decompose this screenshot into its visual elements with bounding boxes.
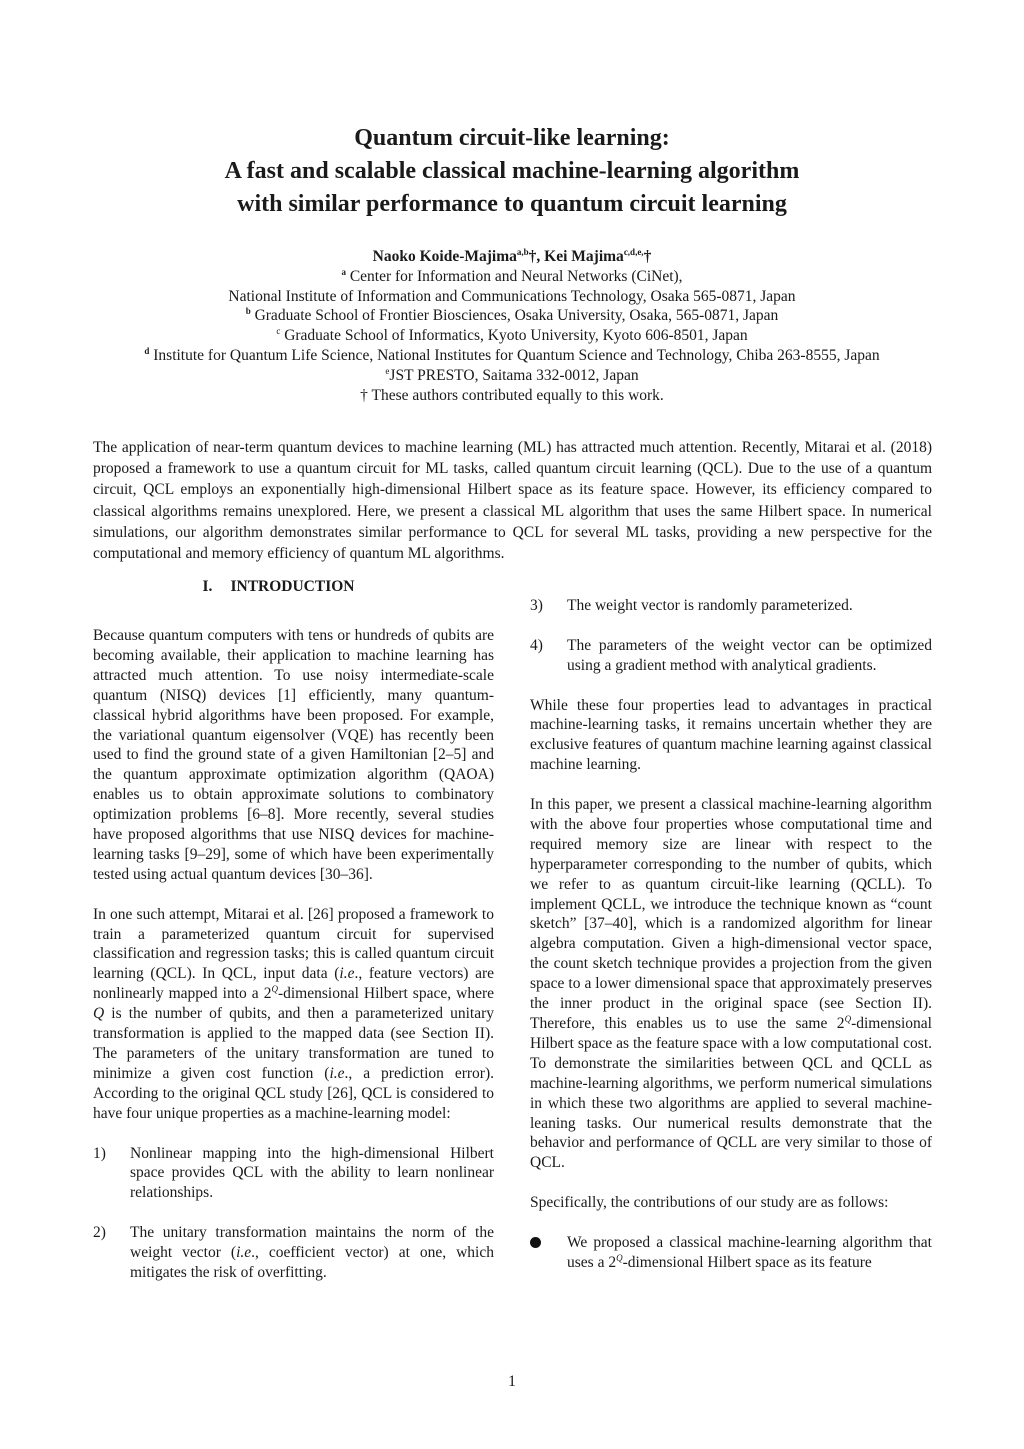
intro-paragraph-5: Specifically, the contributions of our study are as follows: bbox=[530, 1194, 889, 1212]
intro-paragraph-2: In one such attempt, Mitarai et al. [26] proposed a framework to train a parameterized quantum circuit for supervised classification and regression tasks; this is called quantum circuit learning (QCL). In QCL, input data (i.e., feature vectors) are nonlinearly mapped into a $2^Q$-dimensional Hilbert space, where Q is the number of qubits, and then a parameterized unitary transformation is applied to the mapped data (see Section II). The parameters of the unitary transformation are tuned to minimize a given cost function (i.e., a prediction error). According to the original QCL study [26], QCL is considered to have four unique properties as a machine-learning model: bbox=[93, 905, 494, 1122]
affiliation-b: $^b$ Graduate School of Frontier Biosciences, Osaka University, Osaka, 565-0871, Japan bbox=[245, 306, 779, 325]
section-heading-introduction: I. INTRODUCTION bbox=[202, 578, 355, 595]
page-number: 1 bbox=[508, 1373, 516, 1390]
affiliation-c: $^c$ Graduate School of Informatics, Kyoto University, Kyoto 606-8501, Japan bbox=[276, 326, 748, 345]
left-column bbox=[93, 576, 494, 1303]
affiliation-a-line-2: National Institute of Information and Communications Technology, Osaka 565-0871, Japan bbox=[228, 287, 796, 305]
abstract: The application of near-term quantum devices to machine learning (ML) has attracted much attention. Recently, Mitarai et al. (2018) proposed a framework to use a quantum circuit for ML tasks, called quantum circuit learning (QCL). Due to the use of a quantum circuit, QCL employs an exponentially high-dimensional Hilbert space as its feature space. However, its efficiency compared to classical algorithms remains unexplored. Here, we present a classical ML algorithm that uses the same Hilbert space. In numerical simulations, our algorithm demonstrates similar performance to QCL for several ML tasks, providing a new perspective for the computational and memory efficiency of quantum ML algorithms. bbox=[93, 439, 932, 563]
title-line-3: with similar performance to quantum circuit learning bbox=[237, 191, 787, 217]
title-line-1: Quantum circuit-like learning: bbox=[354, 125, 670, 151]
affiliation-e: $^e$JST PRESTO, Saitama 332-0012, Japan bbox=[385, 365, 639, 384]
author-names bbox=[0, 247, 1024, 267]
author-1-mark: †, bbox=[528, 248, 541, 265]
bullet-icon bbox=[530, 1237, 541, 1248]
affiliation-d: $^d$ Institute for Quantum Life Science, National Institutes for Quantum Science and Technology, Chiba 263-8555, Japan bbox=[144, 345, 880, 364]
author-1-affiliations: a,b bbox=[516, 247, 529, 257]
property-item-2: 2) The unitary transformation maintains the norm of the weight vector (i.e., coefficient vector) at one, which mitigates the risk of overfitting. bbox=[93, 1224, 494, 1281]
property-item-4: 4) The parameters of the weight vector can be optimized using a gradient method with analytical gradients. bbox=[530, 636, 932, 674]
intro-paragraph-1: Because quantum computers with tens or hundreds of qubits are becoming available, their application to machine learning has attracted much attention. To use noisy intermediate-scale quantum (NISQ) devices [1] efficiently, many quantum-classical hybrid algorithms have been proposed. For example, the variational quantum eigensolver (VQE) has recently been used to find the ground state of a given Hamiltonian [2–5] and the quantum approximate optimization algorithm (QAOA) enables us to obtain approximate solutions to combinatory optimization problems [6–8]. More recently, several studies have proposed algorithms that use NISQ devices for machine-learning tasks [9–29], some of which have been experimentally tested using actual quantum devices [30–36]. bbox=[93, 627, 494, 883]
author-block bbox=[0, 247, 1024, 405]
intro-paragraph-4: In this paper, we present a classical machine-learning algorithm with the above four properties whose computational time and required memory size are linear with respect to the hyperparameter corresponding to the number of qubits, which we refer to as quantum circuit-like learning (QCLL). To implement QCLL, we introduce the technique known as “count sketch” [37–40], which is a randomized algorithm for linear algebra computation. Given a high-dimensional vector space, the count sketch technique provides a projection from the given space to a lower dimensional space that approximately preserves the inner product in the original space (see Section II). Therefore, this enables us to use the same $2^Q$-dimensional Hilbert space as the feature space with a low computational cost. To demonstrate the similarities between QCL and QCLL as machine-learning algorithms, we perform numerical simulations in which these two algorithms are applied to several machine-leaning tasks. Our numerical results demonstrate that the behavior and performance of QCLL are very similar to those of QCL. bbox=[530, 796, 932, 1172]
title-line-2: A fast and scalable classical machine-learning algorithm bbox=[224, 158, 800, 184]
property-item-3: 3) The weight vector is randomly parameterized. bbox=[530, 597, 853, 614]
contribution-bullet-1: We proposed a classical machine-learning algorithm that uses a $2^Q$-dimensional Hilbert space as its feature bbox=[530, 1233, 932, 1273]
equal-contribution-note: † These authors contributed equally to this work. bbox=[360, 386, 664, 404]
affiliation-a: $^a$ Center for Information and Neural Networks (CiNet), bbox=[341, 266, 683, 285]
right-column bbox=[530, 596, 932, 1293]
property-item-1: 1) Nonlinear mapping into the high-dimensional Hilbert space provides QCL with the ability to learn nonlinear relationships. bbox=[93, 1144, 494, 1202]
paper-title bbox=[0, 122, 1024, 221]
intro-paragraph-3: While these four properties lead to advantages in practical machine-learning tasks, it remains uncertain whether they are exclusive features of quantum machine learning against classical machine learning. bbox=[530, 696, 932, 774]
author-1: Naoko Koide-Majima bbox=[372, 248, 517, 265]
author-2-affiliations: c,d,e, bbox=[623, 247, 644, 257]
author-2: Kei Majima bbox=[544, 248, 624, 265]
author-2-mark: † bbox=[643, 248, 652, 265]
